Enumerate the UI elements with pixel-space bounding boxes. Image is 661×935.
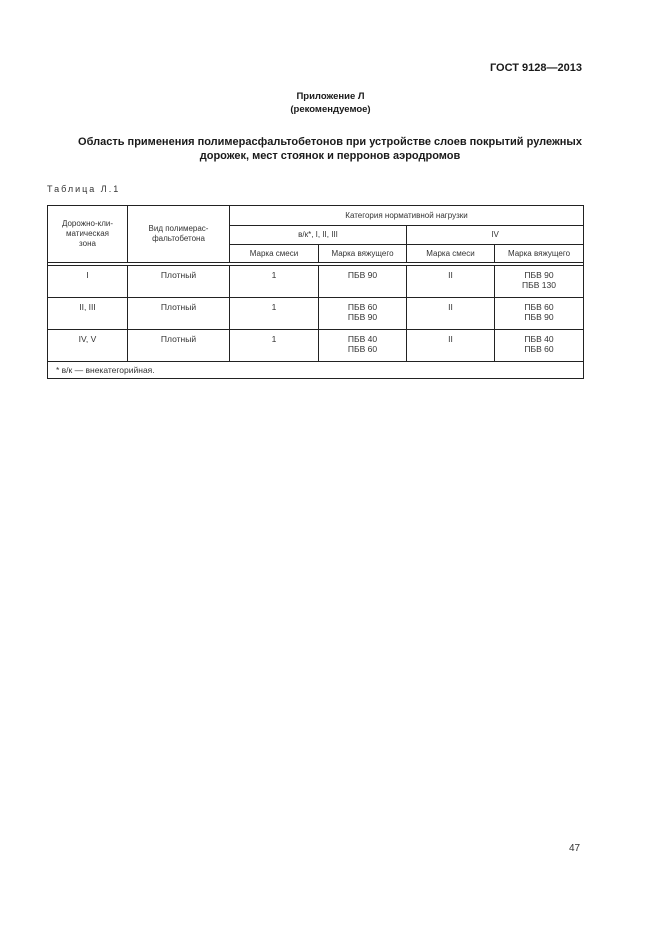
cell-zone: IV, V <box>48 330 128 362</box>
cell-g1-binder <box>319 330 407 362</box>
binder-value: ПБВ 60 <box>347 302 378 312</box>
header-type <box>128 206 230 263</box>
header-group-1: в/к*, I, II, III <box>230 226 407 245</box>
cell-g1-mix: 1 <box>230 266 319 298</box>
cell-g1-binder <box>319 298 407 330</box>
document-code: ГОСТ 9128—2013 <box>489 62 582 74</box>
cell-zone: I <box>48 266 128 298</box>
header-zone-text: Дорожно-кли-матическая зона <box>61 219 114 248</box>
header-group-2: IV <box>407 226 584 245</box>
cell-g1-binder <box>319 266 407 298</box>
header-type-text: Вид полимерас-фальтобетона <box>148 224 209 243</box>
table-row <box>48 266 584 298</box>
binder-value: ПБВ 130 <box>522 280 556 290</box>
section-title <box>40 135 620 163</box>
cell-g2-binder <box>495 330 584 362</box>
cell-type: Плотный <box>128 266 230 298</box>
binder-value: ПБВ 40 <box>347 334 378 344</box>
appendix-status: (рекомендуемое) <box>290 104 371 115</box>
binder-value: ПБВ 90 <box>524 312 554 322</box>
binder-value: ПБВ 90 <box>347 312 378 322</box>
section-title-line-2: дорожек, мест стоянок и перронов аэродромов <box>199 150 461 162</box>
appendix-title: Приложение Л <box>296 91 365 102</box>
cell-type: Плотный <box>128 330 230 362</box>
page-number: 47 <box>569 843 581 854</box>
cell-g2-binder <box>495 266 584 298</box>
binder-value: ПБВ 60 <box>524 302 554 312</box>
header-g1-binder: Марка вяжущего <box>319 245 407 263</box>
binder-value: ПБВ 60 <box>347 344 378 354</box>
table-row <box>48 298 584 330</box>
binder-value: ПБВ 40 <box>524 334 554 344</box>
footnote: * в/к — внекатегорийная. <box>48 362 584 379</box>
header-g2-mix: Марка смеси <box>407 245 495 263</box>
data-table <box>47 205 584 379</box>
binder-value: ПБВ 90 <box>347 270 378 280</box>
header-row-1 <box>48 206 584 226</box>
footnote-row <box>48 362 584 379</box>
header-g1-mix: Марка смеси <box>230 245 319 263</box>
header-g2-binder: Марка вяжущего <box>495 245 584 263</box>
appendix-heading <box>0 90 661 116</box>
cell-zone: II, III <box>48 298 128 330</box>
section-title-line-1: Область применения полимерасфальтобетонов при устройстве слоев покрытий рулежных <box>78 136 582 148</box>
cell-g1-mix: 1 <box>230 298 319 330</box>
binder-value: ПБВ 60 <box>524 344 554 354</box>
cell-g1-mix: 1 <box>230 330 319 362</box>
header-zone <box>48 206 128 263</box>
cell-g2-mix: II <box>407 330 495 362</box>
cell-g2-mix: II <box>407 298 495 330</box>
binder-value: ПБВ 90 <box>524 270 554 280</box>
table-label: Таблица Л.1 <box>47 184 121 194</box>
cell-g2-mix: II <box>407 266 495 298</box>
table-row <box>48 330 584 362</box>
cell-g2-binder <box>495 298 584 330</box>
cell-type: Плотный <box>128 298 230 330</box>
header-category: Категория нормативной нагрузки <box>230 206 584 226</box>
